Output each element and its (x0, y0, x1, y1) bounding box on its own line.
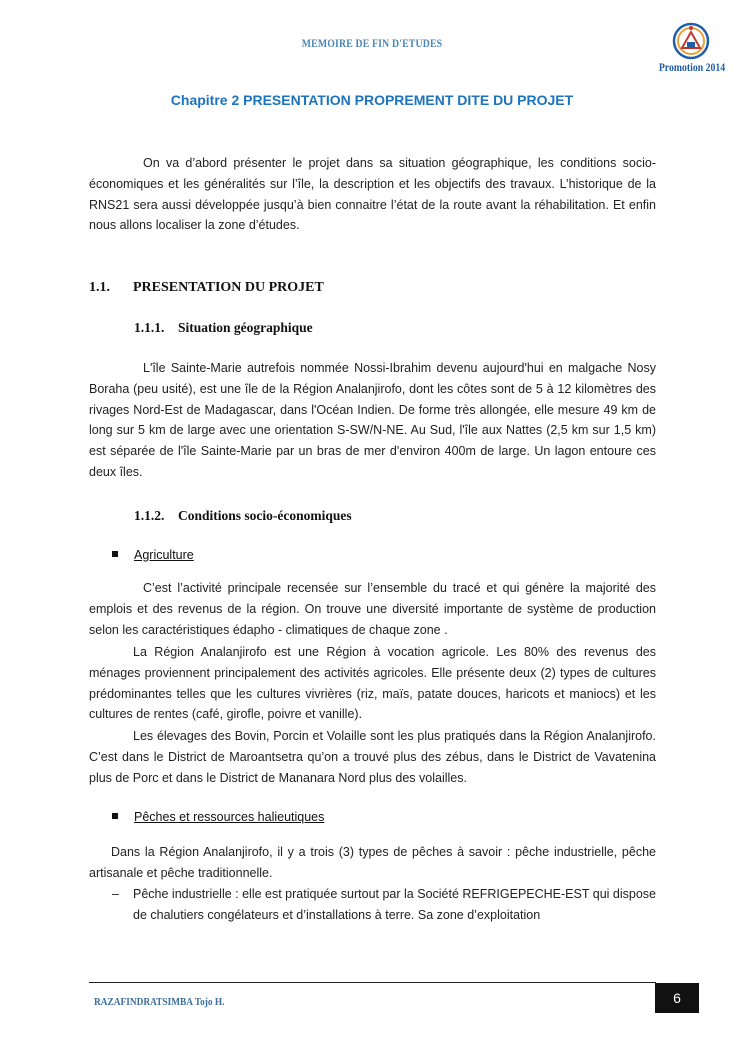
section-number: 1.1. (89, 280, 110, 295)
dash-bullet: – (112, 887, 119, 901)
section-title: Situation géographique (178, 320, 313, 335)
bullet-label: Agriculture (134, 548, 194, 562)
list-item (112, 884, 656, 926)
square-bullet-icon (112, 813, 118, 819)
agriculture-paragraph-1: C’est l’activité principale recensée sur l’ensemble du tracé et qui génère la majorité des emplois et des revenus de la région. On trouve une diversité importante de système de production selon les caractéristiques édapho - climatiques de chaque zone . (89, 581, 656, 637)
bullet-agriculture (112, 548, 194, 562)
page-number: 6 (655, 983, 699, 1013)
section-title: Conditions socio-économiques (178, 508, 352, 523)
agriculture-paragraph-3: Les élevages des Bovin, Porcin et Volaille sont les plus pratiqués dans la Région Analanjirofo. C’est dans le District de Maroantsetra qu’on a trouvé plus des zébus, dans le District de Vavatenina plus de Porc et dans le District de Mananara Nord plus des volailles. (89, 729, 656, 785)
page-header-title: MEMOIRE DE FIN D'ETUDES (301, 38, 443, 50)
school-emblem-icon (672, 22, 710, 60)
footer-divider (89, 982, 656, 983)
section-heading-1-1-2 (134, 508, 352, 524)
square-bullet-icon (112, 551, 118, 557)
list-item-text: Pêche industrielle : elle est pratiquée surtout par la Société REFRIGEPECHE-EST qui dispose de chalutiers congélateurs et d’installations à terre. Sa zone d’exploitation (133, 887, 656, 922)
footer-author: RAZAFINDRATSIMBA Tojo H. (94, 996, 225, 1008)
section-number: 1.1.1. (134, 320, 165, 335)
geography-paragraph: L'île Sainte-Marie autrefois nommée Nossi-Ibrahim devenu aujourd'hui en malgache Nosy Boraha (peu usité), est une île de la Région Analanjirofo, dont les côtes sont de 5 à 12 kilomètres des rivages Nord-Est de Madagascar, dans l'Océan Indien. De forme très allongée, elle mesure 49 km de long sur 5 km de large avec une orientation S-SW/N-NE. Au Sud, l'île aux Nattes (2,5 km sur 1,5 km) est séparée de l'île Sainte-Marie par un bras de mer d'environ 400m de large. Un lagon entoure ces deux îles. (89, 361, 656, 479)
bullet-label: Pêches et ressources halieutiques (134, 810, 325, 824)
agriculture-paragraph-2: La Région Analanjirofo est une Région à vocation agricole. Les 80% des revenus des ménages proviennent principalement des activités agricoles. Elle présente deux (2) types de cultures prédominantes telles que les cultures vivrières (riz, maïs, patate douces, haricots et maniocs) et les cultures de rentes (café, girofle, poivre et vanille). (89, 645, 656, 722)
bullet-peches (112, 810, 324, 824)
section-title: PRESENTATION DU PROJET (133, 280, 324, 295)
section-heading-1-1-1 (134, 320, 313, 336)
section-heading-1-1 (89, 280, 324, 296)
peches-paragraph: Dans la Région Analanjirofo, il y a trois (3) types de pêches à savoir : pêche industrielle, pêche artisanale et pêche traditionnelle. (89, 845, 656, 880)
intro-paragraph: On va d’abord présenter le projet dans sa situation géographique, les conditions socio-économiques et les généralités sur l’île, la description et les objectifs des travaux. L’historique de la RNS21 sera aussi développée jusqu’à bien connaitre l’état de la route avant la réhabilitation. Et enfin nous allons localiser la zone d’études. (89, 156, 656, 233)
section-number: 1.1.2. (134, 508, 165, 523)
chapter-title: Chapitre 2 PRESENTATION PROPREMENT DITE DU PROJET (170, 92, 574, 108)
promotion-label: Promotion 2014 (658, 62, 726, 74)
